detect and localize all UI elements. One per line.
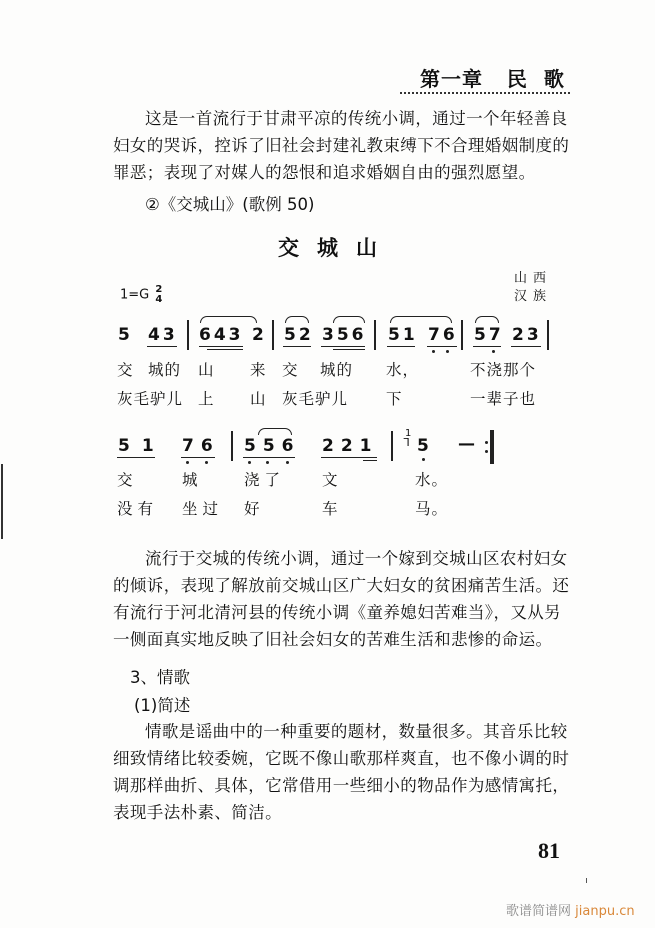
lyric: 没有 xyxy=(117,500,159,518)
song-title: 交城山 xyxy=(278,236,395,260)
barline xyxy=(272,320,274,350)
lyric: 水， xyxy=(386,361,420,379)
lyric: 城的 xyxy=(148,361,182,379)
scan-speck xyxy=(586,878,587,883)
lyric: 文 xyxy=(322,471,339,489)
slur xyxy=(285,316,309,323)
origin-province: 山西 xyxy=(514,271,553,286)
note: 5 xyxy=(417,436,429,456)
lyric: 城的 xyxy=(320,361,354,379)
lyric: 好 xyxy=(244,500,261,518)
ornament-icon: ᒣ xyxy=(403,436,410,449)
grace-note: 1 xyxy=(405,428,412,439)
intro-paragraph: 这是一首流行于甘肃平凉的传统小调，通过一个年轻善良妇女的哭诉，控诉了旧社会封建礼教束缚下不合理婚姻制度的罪恶；表现了对媒人的怨恨和追求婚姻自由的强烈愿望。 xyxy=(113,109,570,182)
lyric: 不浇那个 xyxy=(470,361,537,379)
barline xyxy=(391,431,393,461)
slur xyxy=(200,316,257,323)
song-origin xyxy=(514,270,552,306)
barline xyxy=(231,431,233,461)
slur xyxy=(258,428,292,435)
chapter-header: 第一章 民 歌 xyxy=(420,67,565,91)
header-divider xyxy=(400,92,570,94)
barline xyxy=(374,320,376,350)
note-group: 52 xyxy=(284,325,314,345)
key-label: 1=G xyxy=(120,287,150,303)
note-group: 76 xyxy=(182,436,220,456)
barline xyxy=(461,320,463,350)
subsection-heading: (1)简述 xyxy=(134,696,191,715)
watermark: 歌谱简谱网 jianpu.cn xyxy=(506,904,635,919)
lyric: 下 xyxy=(386,390,403,408)
lyric: 交 xyxy=(117,361,134,379)
barline xyxy=(187,320,189,350)
repeat-dot xyxy=(485,441,488,444)
lyric: 城 xyxy=(182,471,199,489)
lyric: 上 xyxy=(198,390,215,408)
note-group: 356 xyxy=(322,325,367,345)
repeat-dot xyxy=(485,450,488,453)
body-paragraph-2: 情歌是谣曲中的一种重要的题材，数量很多。其音乐比较细致情绪比较委婉，它既不像山歌那样爽直，也不像小调的时调那样曲折、具体，它常借用一些细小的物品作为感情寓托，表现手法朴素、简洁。 xyxy=(113,722,570,822)
note-group: 51 xyxy=(118,436,166,456)
lyric: 灰毛驴儿 xyxy=(117,390,184,408)
body-paragraph-1: 流行于交城的传统小调，通过一个嫁到交城山区农村妇女的倾诉，表现了解放前交城山区广大妇女的贫困痛苦生活。还有流行于河北清河县的传统小调《童养媳妇苦难当》，又从另一侧面真实地反映了旧社会妇女的苦难生活和悲惨的命运。 xyxy=(113,549,570,649)
note-group: 23 xyxy=(512,325,542,345)
slur xyxy=(333,316,365,323)
note-group: 51 xyxy=(388,325,418,345)
note-group: 556 xyxy=(244,436,301,456)
key-signature xyxy=(120,285,162,305)
note: 5 xyxy=(118,325,130,345)
note-group: 76 xyxy=(428,325,458,345)
lyric: 山 xyxy=(198,361,215,379)
note-group: 57 xyxy=(474,325,504,345)
lyric: 山 xyxy=(250,390,267,408)
lyric: 浇了 xyxy=(244,471,286,489)
lyric: 马。 xyxy=(415,500,449,518)
lyric: 来 xyxy=(250,361,267,379)
note-group: 643 xyxy=(199,325,244,345)
end-repeat-barline xyxy=(490,430,494,464)
barline xyxy=(547,320,549,350)
section-heading: 3、情歌 xyxy=(130,668,190,687)
note: 2 xyxy=(252,325,264,345)
time-signature: 2 4 xyxy=(155,284,163,305)
lyric: 灰毛驴儿 xyxy=(282,390,349,408)
lyric: 交 xyxy=(282,361,299,379)
note-group: 221 xyxy=(322,436,379,456)
lyric: 坐过 xyxy=(182,500,224,518)
note-dash: — xyxy=(458,434,475,454)
slur xyxy=(475,316,499,323)
slur xyxy=(390,316,452,323)
origin-ethnicity: 汉族 xyxy=(514,289,553,304)
note-group: 43 xyxy=(148,325,178,345)
lyric: 水。 xyxy=(415,471,449,489)
lyric: 车 xyxy=(322,500,339,518)
lyric: 交 xyxy=(117,471,134,489)
lyric: 一辈子也 xyxy=(470,390,537,408)
song-example-reference: ②《交城山》(歌例 50) xyxy=(145,195,315,214)
page-number: 81 xyxy=(538,838,560,863)
scan-margin-line xyxy=(1,464,3,539)
